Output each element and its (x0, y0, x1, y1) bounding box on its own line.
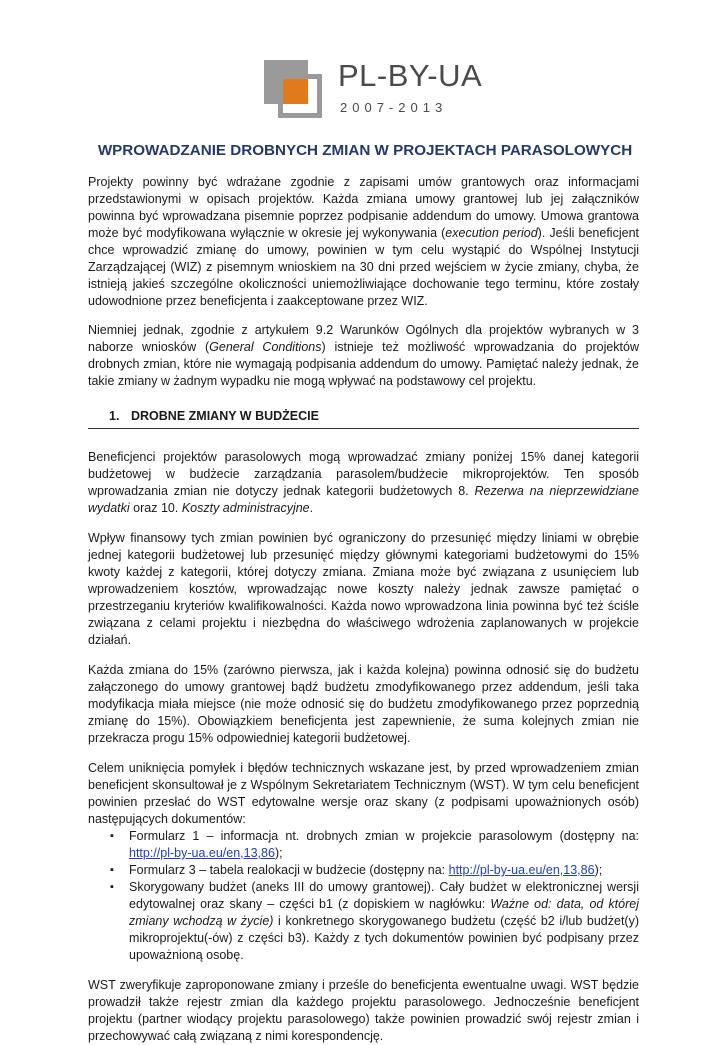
bullet-icon: ▪ (110, 864, 114, 876)
section-paragraph-4: Celem uniknięcia pomyłek i błędów technicznych wskazane jest, by przed wprowadzeniem zmian beneficjent skonsultował je z Wspólnym Sekretariatem Technicznym (WST). W tym celu beneficjent powinien przesłać do WST edytowalne wersje oraz skany (z podpisami upoważnionych osób) następujących dokumentów: (88, 761, 639, 826)
logo-years: 2007-2013 (340, 100, 448, 115)
section-paragraph-2: Wpływ finansowy tych zmian powinien być ograniczony do przesunięć między liniami w obrębie jednej kategorii budżetowej lub przesunięć między głównymi kategoriami budżetowymi do 15% kwoty każdej z kategorii, której dotyczy zmiana. Zmiana może być związana z usunięciem lub wprowadzeniem kosztów, wprowadzając nowe koszty należy jednak zawsze pamiętać o przestrzeganiu kryteriów kwalifikowalności. Każda nowo wprowadzona linia powinna być też ściśle związana z celami projektu i niezbędna do właściwego wdrożenia zaplanowanych w projekcie działań. (88, 531, 639, 647)
bullet-icon: ▪ (110, 830, 114, 842)
form-1-link[interactable]: http://pl-by-ua.eu/en,13,86 (129, 846, 275, 860)
section-paragraph-5: WST zweryfikuje zaproponowane zmiany i prześle do beneficjenta ewentualne uwagi. WST będzie prowadził także rejestr zmian dla każdego projektu parasolowego. Jednocześnie beneficjent projektu (partner wiodący projektu parasolowego) także powinien prowadzić swój rejestr zmian i przechowywać całą związaną z nimi korespondencję. (88, 978, 639, 1043)
section-heading (88, 408, 639, 429)
intro-paragraph-2: Niemniej jednak, zgodnie z artykułem 9.2 Warunków Ogólnych dla projektów wybranych w 3 naborze wniosków (General Conditions) istnieje też możliwość wprowadzania do projektów drobnych zmian, które nie wymagają podpisania addendum do umowy. Pamiętać należy jednak, że takie zmiany w żadnym wypadku nie mogą wpływać na podstawowy cel projektu. (88, 323, 640, 388)
logo (264, 58, 483, 124)
intro-paragraph-1: Projekty powinny być wdrażane zgodnie z zapisami umów grantowych oraz informacjami przedstawionymi w opisach projektów. Każda zmiana umowy grantowej lub jej załączników powinna być wprowadzana pisemnie poprzez podpisanie addendum do umowy. Umowa grantowa może być modyfikowana wyłącznie w okresie jej wykonywania (execution period). Jeśli beneficjent chce wprowadzić zmianę do umowy, powinien w tym celu wystąpić do Wspólnej Instytucji Zarządzającej (WIZ) z pisemnym wnioskiem na 30 dni przed wejściem w życie zmiany, chyba, że istnieją jakieś szczególne okoliczności uniemożliwiające dochowanie tego terminu, które zostały udowodnione przez beneficjenta i zaakceptowane przez WIZ. (88, 175, 639, 308)
logo-title: PL-BY-UA (338, 58, 483, 93)
logo-mark-icon (264, 60, 322, 118)
section-paragraph-1: Beneficjenci projektów parasolowych mogą wprowadzać zmiany poniżej 15% danej kategorii budżetowej w budżecie zarządzania parasolem/budżecie mikroprojektów. Ten sposób wprowadzania zmian nie dotyczy jednak kategorii budżetowych 8. Rezerwa na nieprzewidziane wydatki oraz 10. Koszty administracyjne. (88, 450, 640, 515)
list-item: ▪ Formularz 1 – informacja nt. drobnych zmian w projekcie parasolowym (dostępny na: http://pl-by-ua.eu/en,13,86); (110, 829, 639, 860)
document-body (88, 174, 639, 1045)
bullet-icon: ▪ (110, 881, 114, 893)
form-3-link[interactable]: http://pl-by-ua.eu/en,13,86 (448, 863, 595, 877)
documents-list (88, 828, 639, 964)
page-title: WPROWADZANIE DROBNYCH ZMIAN W PROJEKTACH PARASOLOWYCH (97, 142, 633, 159)
section-number: 1. (109, 409, 120, 423)
section-title: DROBNE ZMIANY W BUDŻECIE (131, 409, 319, 423)
section-paragraph-3: Każda zmiana do 15% (zarówno pierwsza, jak i każda kolejna) powinna odnosić się do budżetu załączonego do umowy grantowej bądź budżetu zmodyfikowanego przez addendum, jeśli taka modyfikacja miała miejsce (nie może odnosić się do budżetu zmodyfikowanego przez poprzednią zmianę do 15%). Obowiązkiem beneficjenta jest zapewnienie, że suma kolejnych zmian nie przekracza progu 15% odpowiedniej kategorii budżetowej. (88, 663, 639, 745)
list-item: ▪ Skorygowany budżet (aneks III do umowy grantowej). Cały budżet w elektronicznej wersji edytowalnej oraz skany – części b1 (z dopiskiem w nagłówku: Ważne od: data, od której zmiany wchodzą w życie) i konkretnego skorygowanego budżetu (część b2 i/lub budżet(y) mikroprojektu(-ów) z części b3). Każdy z tych dokumentów powinien być podpisany przez upoważnioną osobę. (110, 880, 640, 962)
list-item: ▪ Formularz 3 – tabela realokacji w budżecie (dostępny na: http://pl-by-ua.eu/en,13,86); (110, 863, 603, 877)
